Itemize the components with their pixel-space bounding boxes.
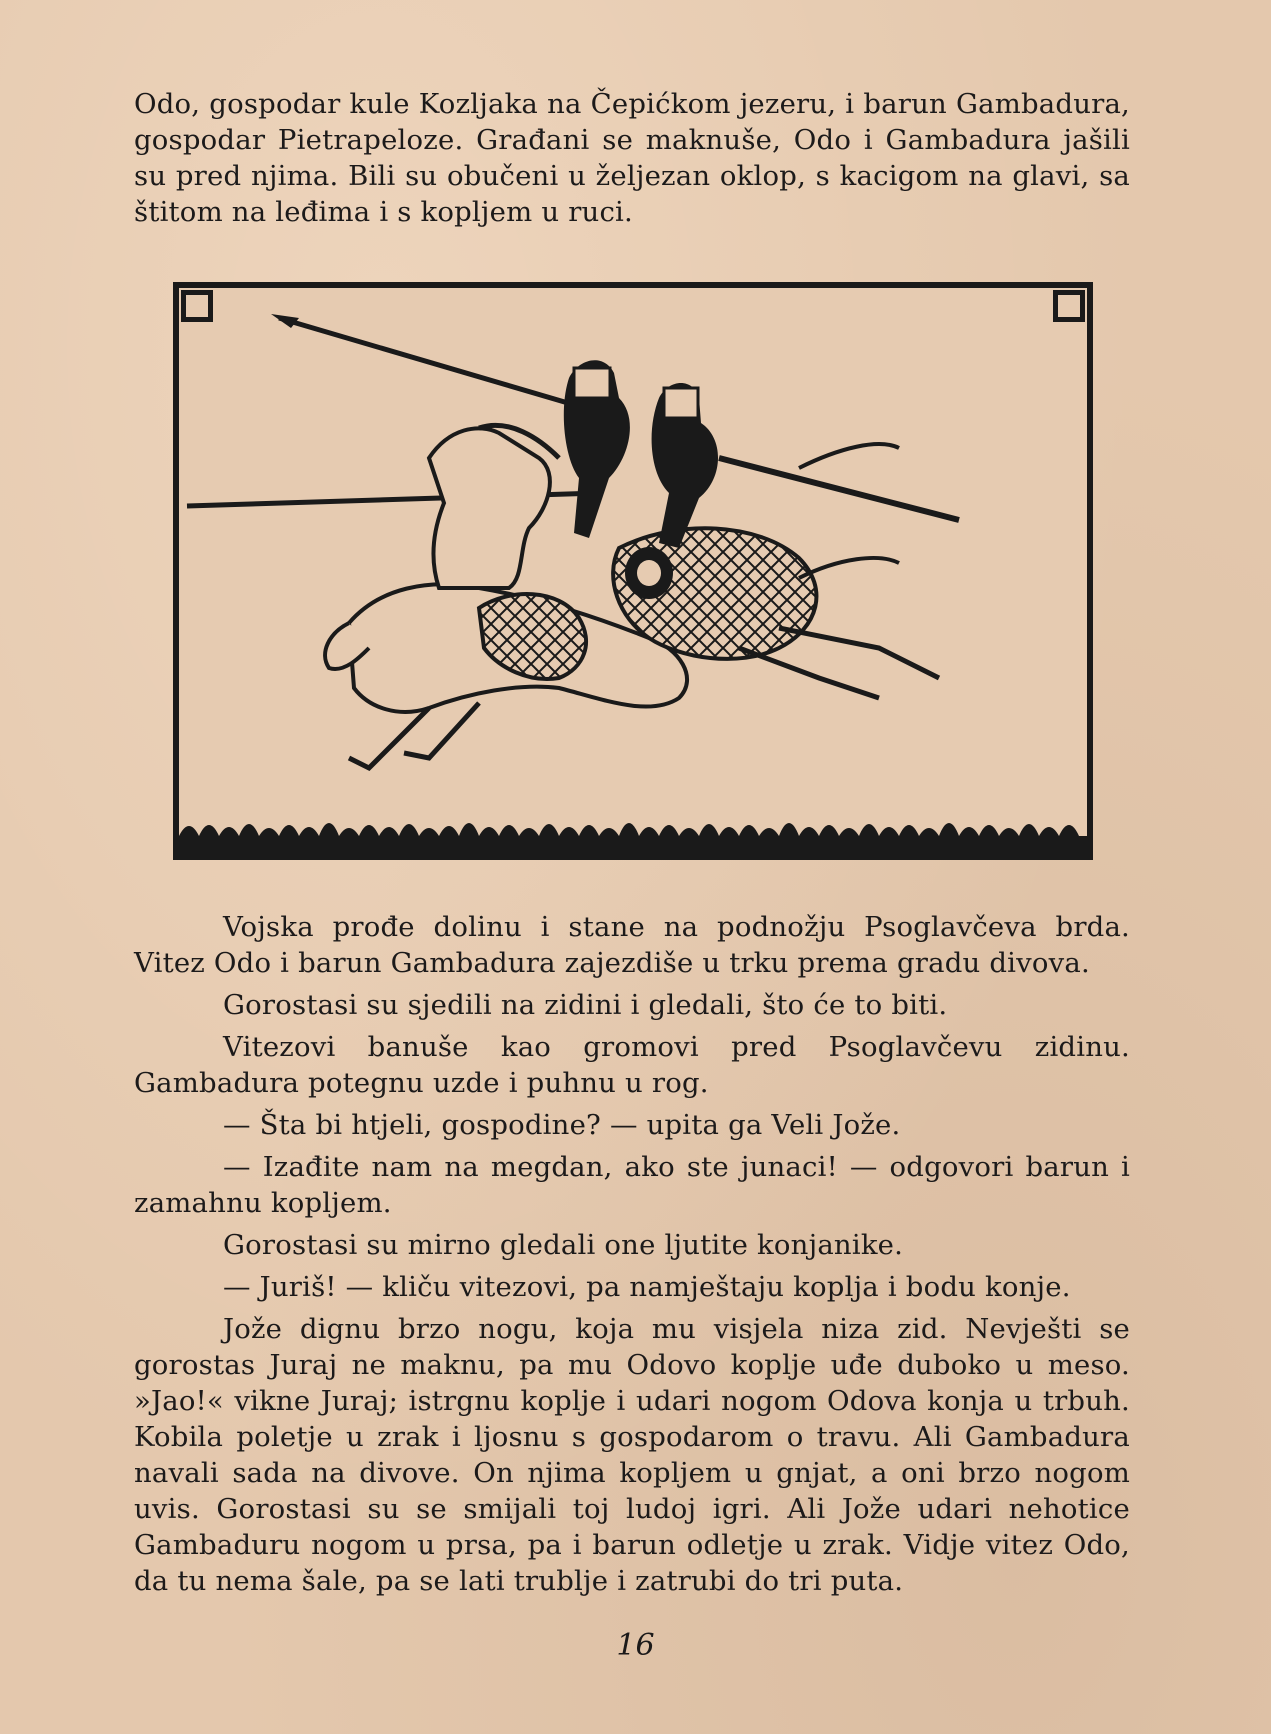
paragraph: — Juriš! — kliču vitezovi, pa namještaju koplja i bodu konje. xyxy=(223,1271,1071,1303)
paragraph: Gorostasi su sjedili na zidini i gledali, što će to biti. xyxy=(223,989,948,1021)
paragraph: Vojska prođe dolinu i stane na podnožju Psoglavčeva brda. Vitez Odo i barun Gambadura zajezdiše u trku prema gradu divova. xyxy=(134,911,1130,979)
paragraph: Jože dignu brzo nogu, koja mu visjela niza zid. Nevješti se gorostas Juraj ne maknu, pa mu Odovo koplje uđe duboko u meso. »Jao!« vikne Juraj; istrgnu koplje i udari nogom Odova konja u trbuh. Kobila poletje u zrak i ljosnu s gospodarom o travu. Ali Gambadura navali sada na divove. On njima kopljem u gnjat, a oni brzo nogom uvis. Gorostasi su se smijali toj ludoj igri. Ali Jože udari nehotice Gambaduru nogom u prsa, pa i barun odletje u zrak. Vidje vitez Odo, da tu nema šale, pa se lati trublje i zatrubi do tri puta. xyxy=(134,1313,1130,1597)
jousting-knights-drawing xyxy=(179,288,1087,854)
paragraph: — Šta bi htjeli, gospodine? — upita ga Veli Jože. xyxy=(223,1109,901,1141)
body-text-block xyxy=(134,909,1130,1599)
paragraph: Odo, gospodar kule Kozljaka na Čepićkom jezeru, i barun Gambadura, gospodar Pietrapeloze. Građani se maknuše, Odo i Gambadura jašili su pred njima. Bili su obučeni u željezan oklop, s kacigom na glavi, sa štitom na leđima i s kopljem u ruci. xyxy=(134,88,1130,228)
paragraph: — Izađite nam na megdan, ako ste junaci! — odgovori barun i zamahnu kopljem. xyxy=(134,1151,1130,1219)
paragraph: Gorostasi su mirno gledali one ljutite konjanike. xyxy=(223,1229,904,1261)
top-text-block xyxy=(134,86,1130,230)
knights-illustration xyxy=(173,282,1093,860)
page-number: 16 xyxy=(616,1628,655,1663)
paragraph: Vitezovi banuše kao gromovi pred Psoglavčevu zidinu. Gambadura potegnu uzde i puhnu u rog. xyxy=(134,1031,1130,1099)
